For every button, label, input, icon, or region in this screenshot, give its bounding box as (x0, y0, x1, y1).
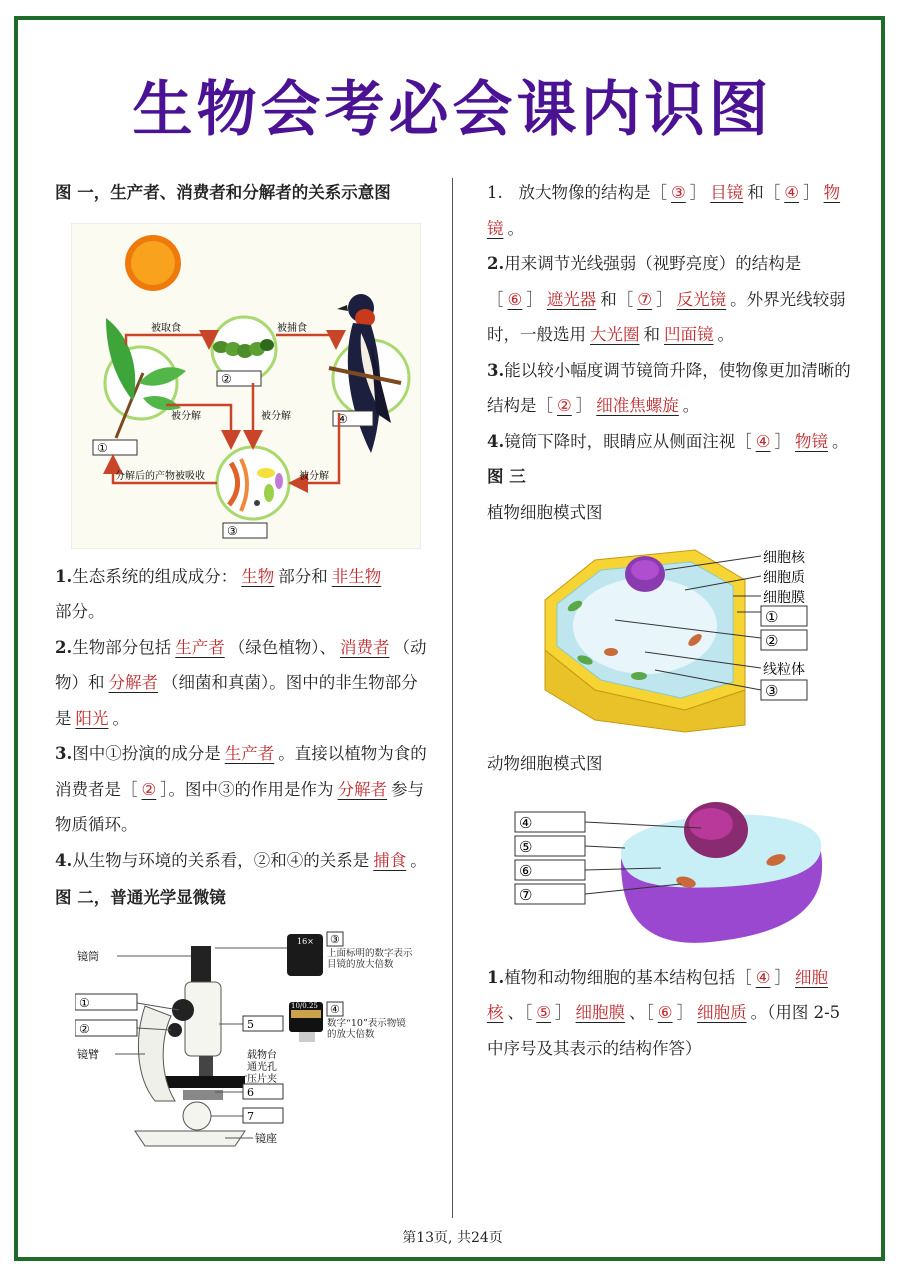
q2-3-num: 3. (487, 360, 505, 380)
animal-cell-diagram (511, 792, 827, 952)
q1-3-num: 3. (55, 744, 73, 763)
label-arm: 镜臂 (77, 1047, 99, 1061)
q1-2-a3: 分解者 (108, 673, 158, 692)
animal-box-4-label: ④ (519, 813, 533, 832)
q2-1-num: 1. (487, 183, 503, 202)
label-stage2: 通光孔 (247, 1061, 277, 1073)
page-number: 第13页, 共24页 (402, 1230, 503, 1246)
label-base: 镜座 (255, 1131, 277, 1145)
q3-a2: 细胞核 (487, 967, 829, 1022)
q2-4-t3: 。 (832, 431, 849, 451)
q1-3-t2: 。直接以植物为食的消费者是［ (55, 744, 427, 799)
q1-2-num: 2. (55, 637, 73, 657)
q2-2-t3: 和［ (600, 289, 634, 309)
q1-2-t4: （细菌和真菌）。图中的非生物部分是 (55, 673, 418, 728)
mic-box-2-label: ② (79, 1021, 90, 1036)
mic-box-4-label: ④ (330, 1002, 340, 1016)
box-4-label: ④ (337, 411, 348, 426)
objective-mark: 10/0.25 (291, 1001, 318, 1010)
q2-1-t5: 。 (507, 218, 524, 238)
label-absorbed: 分解后的产物被吸收 (115, 470, 205, 482)
q3-t2: ］ (774, 967, 792, 987)
q3-t1: 植物和动物细胞的基本结构包括［ (504, 967, 752, 987)
q1-3-t3: ］。图中③的作用是作为 (160, 779, 334, 799)
q2-1-t4: ］ (803, 183, 820, 202)
objective-note-wrap (327, 1018, 413, 1068)
q1-2-a4: 阳光 (75, 708, 109, 728)
q3-a4: 细胞膜 (575, 1003, 626, 1022)
q3-t5: 、［ (629, 1003, 654, 1022)
label-tube: 镜筒 (77, 949, 99, 963)
q1-3-a2: ② (141, 779, 157, 799)
q2-2-t1: 用来调节光线强弱（视野亮度）的结构是［ (487, 254, 802, 309)
q2-3-a2: 细准焦螺旋 (596, 396, 679, 415)
mic-box-3-label: ③ (330, 932, 340, 946)
fig2-microscope-diagram (75, 926, 415, 1154)
leader-box5 (585, 846, 625, 848)
q2-2-a5: 大光圈 (590, 325, 640, 344)
q2-2-a4: 反光镜 (676, 289, 727, 309)
q1-3-t1: 图中①扮演的成分是 (72, 744, 221, 763)
mic-box-1-label: ① (79, 995, 90, 1010)
q2-4-num: 4. (487, 431, 505, 451)
q2-3-a1: ② (557, 396, 572, 415)
q3-a6: 细胞质 (697, 1003, 747, 1022)
q2-2-a6: 凹面镜 (664, 325, 714, 344)
q2-3-t3: 。 (682, 396, 700, 415)
q2-4-a1: ④ (755, 431, 771, 451)
q2-1-a1: ③ (671, 183, 686, 202)
plant-box-2-label: ② (765, 632, 779, 650)
animal-cell-title: 动物细胞模式图 (487, 754, 603, 773)
q1-1-t1: 生态系统的组成成分： (72, 566, 238, 586)
q1-4-t2: 。 (410, 850, 427, 870)
sun-icon (125, 235, 181, 291)
plant-cell-icon (545, 550, 745, 732)
objective-note: 数字“10”表示物镜的放大倍数 (327, 1017, 406, 1040)
label-preyed: 被捕食 (277, 322, 307, 334)
q1-2-t2: （绿色植物）、 (228, 637, 336, 657)
q3-a5: ⑥ (657, 1003, 673, 1022)
microscope-svg (75, 926, 415, 1154)
q1-4-num: 4. (55, 850, 73, 870)
q2-4-t1: 镜筒下降时，眼睛应从侧面注视［ (504, 431, 752, 451)
animal-cell-icon (621, 802, 822, 943)
left-column (55, 175, 430, 1154)
q2-item-1 (487, 175, 852, 246)
q1-1-t2: 部分和 (278, 566, 328, 586)
eyepiece-note-wrap (327, 948, 413, 998)
q1-item-4 (55, 843, 430, 879)
q2-2-a3: ⑦ (637, 289, 653, 309)
q3-t4: ］ (555, 1003, 572, 1022)
q2-1-a3: ④ (784, 183, 800, 202)
q1-2-t1: 生物部分包括 (72, 637, 172, 657)
box-3-label: ③ (227, 523, 238, 538)
plant-box-3-label: ③ (765, 682, 779, 700)
eyepiece-mark: 16× (297, 936, 314, 946)
fig1-ecosystem-diagram (71, 223, 421, 549)
q2-2-a1: ⑥ (507, 289, 523, 309)
column-divider (452, 178, 453, 1218)
label-stage3: 压片夹 (247, 1073, 277, 1085)
animal-box-5-label: ⑤ (519, 837, 533, 856)
fig3-heading: 图 三 (487, 467, 526, 486)
plant-cell-diagram (515, 540, 823, 734)
q2-2-t7: 。 (717, 325, 734, 344)
q2-3-t2: ］ (575, 396, 593, 415)
q1-4-t1: 从生物与环境的关系看，②和④的关系是 (72, 850, 370, 870)
q1-1-t3: 部分。 (55, 602, 105, 621)
q2-item-4 (487, 424, 852, 460)
q2-1-t1: 放大物像的结构是［ (518, 183, 667, 202)
q2-2-num: 2. (487, 254, 505, 273)
q2-2-t6: 和 (643, 325, 660, 344)
right-column (487, 175, 852, 1066)
label-decomp3: 被分解 (299, 470, 329, 482)
q1-2-a1: 生产者 (175, 637, 225, 657)
box-1-label: ① (97, 440, 108, 455)
q3-t3: 、［ (507, 1003, 533, 1022)
q1-item-2 (55, 630, 430, 737)
q2-1-a2: 目镜 (710, 183, 744, 202)
animal-box-7-label: ⑦ (519, 885, 533, 904)
q2-1-t3: 和［ (747, 183, 781, 202)
q1-3-a1: 生产者 (224, 744, 275, 763)
q2-4-a2: 物镜 (795, 431, 829, 451)
q1-3-a3: 分解者 (337, 779, 388, 799)
q1-2-a2: 消费者 (339, 637, 390, 657)
label-eaten: 被取食 (151, 322, 181, 334)
box-2-label: ② (221, 371, 232, 386)
eyepiece-note: 上面标明的数字表示目镜的放大倍数 (327, 947, 413, 970)
q1-4-a1: 捕食 (373, 850, 407, 870)
q1-item-3 (55, 736, 430, 843)
q3-item-1 (487, 960, 852, 1067)
q2-1-a4: 物镜 (487, 183, 841, 238)
animal-cell-svg (511, 792, 827, 952)
q1-2-t5: 。 (112, 708, 129, 728)
plant-cell-title: 植物细胞模式图 (487, 502, 603, 522)
q1-2-t3: （动物）和 (55, 637, 427, 692)
plant-cell-svg (515, 540, 823, 734)
q3-num: 1. (487, 967, 505, 987)
eyepiece-icon (287, 934, 323, 976)
fig2-heading: 图 二，普通光学显微镜 (55, 888, 226, 907)
q1-1-num: 1. (55, 566, 73, 586)
q3-t7: 。（用图 2-5 中序号及其表示的结构作答） (487, 1003, 841, 1058)
fig1-heading: 图 一，生产者、消费者和分解者的关系示意图 (55, 183, 391, 202)
q2-2-t5: 。外界光线较弱时，一般选用 (487, 289, 846, 344)
mic-box-7-label: 7 (247, 1109, 254, 1123)
q2-2-t2: ］ (526, 289, 543, 309)
q2-1-t2: ］ (689, 183, 707, 202)
q1-item-1 (55, 559, 430, 630)
animal-box-6-label: ⑥ (519, 861, 533, 880)
label-stage: 载物台 (247, 1049, 277, 1061)
q2-2-a2: 遮光器 (546, 289, 597, 309)
ecosystem-svg (71, 223, 421, 549)
page-title: 生物会考必会课内识图 (132, 75, 773, 145)
q1-block (55, 559, 430, 879)
label-decomp2: 被分解 (261, 410, 291, 422)
label-cytoplasm: 细胞质 (763, 570, 805, 586)
q2-3-t1: 能以较小幅度调节镜筒升降，使物像更加清晰的结构是［ (487, 360, 851, 415)
q2-item-3 (487, 353, 852, 424)
plant-box-1-label: ① (765, 608, 779, 626)
q3-a1: ④ (755, 967, 771, 987)
label-decomp1: 被分解 (171, 410, 201, 422)
label-nucleus: 细胞核 (763, 550, 805, 566)
q1-3-t4: 参与物质循环。 (55, 779, 425, 834)
mic-box-6-label: 6 (247, 1085, 254, 1099)
label-membrane: 细胞膜 (763, 590, 805, 606)
label-mitochondria: 线粒体 (763, 662, 805, 678)
mic-box-5-label: 5 (247, 1017, 254, 1031)
q3-a3: ⑤ (536, 1003, 552, 1022)
q1-1-a1: 生物 (241, 566, 275, 586)
q2-4-t2: ］ (774, 431, 792, 451)
q3-t6: ］ (676, 1003, 694, 1022)
q1-1-a2: 非生物 (331, 566, 382, 586)
q2-item-2 (487, 246, 852, 353)
q2-2-t4: ］ (656, 289, 673, 309)
